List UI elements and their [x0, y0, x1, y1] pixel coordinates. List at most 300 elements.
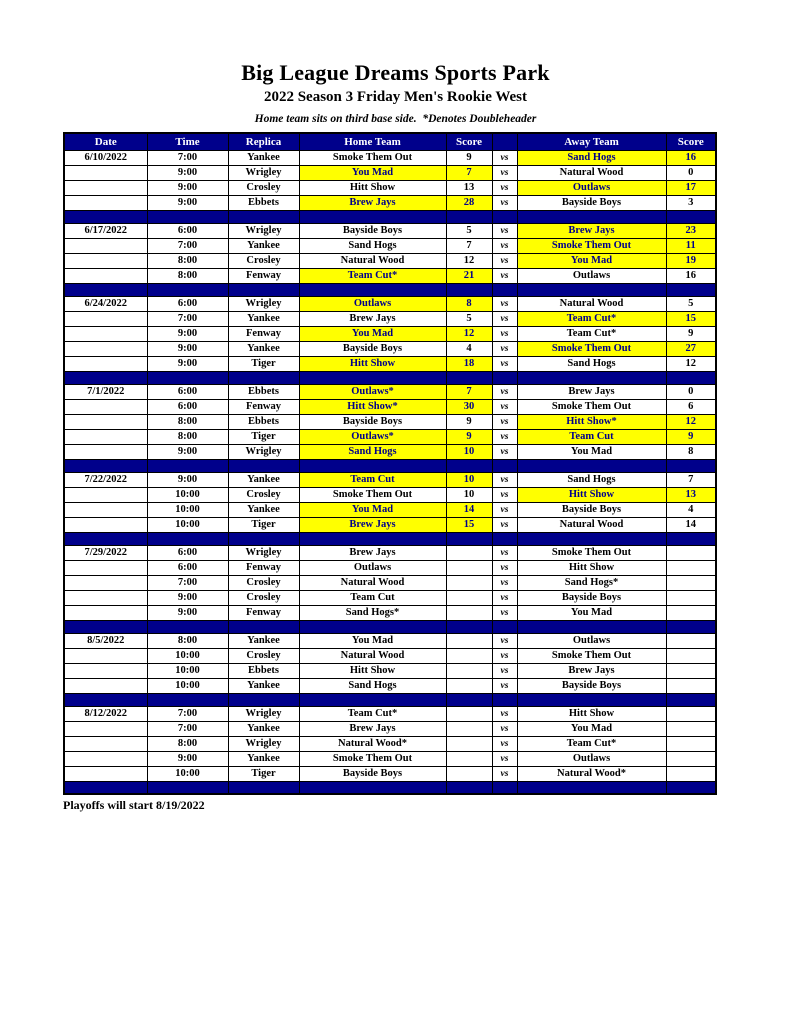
away-team-cell: Brew Jays — [517, 384, 666, 399]
time-cell: 10:00 — [147, 766, 228, 781]
away-score-cell: 27 — [666, 341, 716, 356]
separator-cell — [64, 620, 147, 633]
replica-cell: Fenway — [228, 268, 299, 283]
home-score-cell: 18 — [446, 356, 492, 371]
vs-cell: vs — [492, 487, 517, 502]
game-row — [64, 472, 716, 487]
game-row — [64, 429, 716, 444]
date-cell: 8/12/2022 — [64, 706, 147, 721]
vs-cell: vs — [492, 736, 517, 751]
date-cell — [64, 253, 147, 268]
home-score-cell — [446, 545, 492, 560]
game-row — [64, 560, 716, 575]
separator-cell — [517, 693, 666, 706]
date-cell — [64, 429, 147, 444]
time-cell: 10:00 — [147, 487, 228, 502]
away-score-cell — [666, 560, 716, 575]
vs-cell: vs — [492, 195, 517, 210]
game-row — [64, 399, 716, 414]
separator-cell — [64, 459, 147, 472]
game-row — [64, 238, 716, 253]
vs-cell: vs — [492, 238, 517, 253]
vs-cell: vs — [492, 517, 517, 532]
separator-cell — [299, 283, 446, 296]
away-team-cell: Smoke Them Out — [517, 341, 666, 356]
separator-cell — [147, 620, 228, 633]
away-score-cell: 15 — [666, 311, 716, 326]
replica-cell: Ebbets — [228, 663, 299, 678]
separator-cell — [446, 371, 492, 384]
away-score-cell: 12 — [666, 356, 716, 371]
away-score-cell — [666, 663, 716, 678]
home-team-cell: Brew Jays — [299, 195, 446, 210]
vs-cell: vs — [492, 268, 517, 283]
home-team-cell: Bayside Boys — [299, 766, 446, 781]
away-score-cell — [666, 633, 716, 648]
separator-cell — [666, 459, 716, 472]
away-score-cell — [666, 545, 716, 560]
away-score-cell: 0 — [666, 384, 716, 399]
game-row — [64, 356, 716, 371]
time-cell: 9:00 — [147, 751, 228, 766]
home-score-cell: 9 — [446, 414, 492, 429]
date-cell — [64, 502, 147, 517]
home-team-cell: Natural Wood* — [299, 736, 446, 751]
replica-cell: Ebbets — [228, 414, 299, 429]
away-team-cell: Natural Wood — [517, 296, 666, 311]
separator-cell — [147, 371, 228, 384]
date-cell: 6/10/2022 — [64, 150, 147, 165]
away-score-cell: 13 — [666, 487, 716, 502]
home-score-cell: 7 — [446, 238, 492, 253]
block-separator-row — [64, 620, 716, 633]
home-team-cell: Natural Wood — [299, 648, 446, 663]
home-team-cell: You Mad — [299, 165, 446, 180]
home-score-cell: 10 — [446, 487, 492, 502]
vs-cell: vs — [492, 590, 517, 605]
separator-cell — [228, 459, 299, 472]
away-score-cell: 12 — [666, 414, 716, 429]
time-cell: 10:00 — [147, 663, 228, 678]
col-header-home-score: Score — [446, 133, 492, 150]
replica-cell: Fenway — [228, 399, 299, 414]
separator-cell — [492, 371, 517, 384]
date-cell — [64, 326, 147, 341]
home-score-cell — [446, 575, 492, 590]
vs-cell: vs — [492, 444, 517, 459]
game-row — [64, 575, 716, 590]
date-cell — [64, 399, 147, 414]
separator-cell — [64, 210, 147, 223]
game-row — [64, 180, 716, 195]
away-score-cell: 19 — [666, 253, 716, 268]
separator-cell — [517, 620, 666, 633]
separator-cell — [446, 693, 492, 706]
separator-cell — [147, 781, 228, 794]
game-row — [64, 766, 716, 781]
home-score-cell — [446, 633, 492, 648]
away-team-cell: Sand Hogs — [517, 150, 666, 165]
time-cell: 10:00 — [147, 517, 228, 532]
away-team-cell: Sand Hogs* — [517, 575, 666, 590]
time-cell: 6:00 — [147, 545, 228, 560]
separator-cell — [299, 693, 446, 706]
away-score-cell: 4 — [666, 502, 716, 517]
home-team-cell: Outlaws — [299, 560, 446, 575]
away-score-cell — [666, 706, 716, 721]
replica-cell: Tiger — [228, 766, 299, 781]
separator-cell — [666, 371, 716, 384]
vs-cell: vs — [492, 560, 517, 575]
home-score-cell: 10 — [446, 444, 492, 459]
home-team-cell: Smoke Them Out — [299, 751, 446, 766]
time-cell: 9:00 — [147, 326, 228, 341]
col-header-date: Date — [64, 133, 147, 150]
separator-cell — [666, 210, 716, 223]
time-cell: 6:00 — [147, 384, 228, 399]
home-team-cell: Team Cut* — [299, 268, 446, 283]
home-score-cell — [446, 560, 492, 575]
replica-cell: Fenway — [228, 605, 299, 620]
vs-cell: vs — [492, 721, 517, 736]
vs-cell: vs — [492, 399, 517, 414]
away-team-cell: Natural Wood — [517, 517, 666, 532]
time-cell: 10:00 — [147, 502, 228, 517]
away-team-cell: Natural Wood* — [517, 766, 666, 781]
home-score-cell: 5 — [446, 311, 492, 326]
vs-cell: vs — [492, 663, 517, 678]
replica-cell: Tiger — [228, 429, 299, 444]
home-score-cell: 7 — [446, 384, 492, 399]
game-row — [64, 721, 716, 736]
date-cell — [64, 560, 147, 575]
col-header-away-team: Away Team — [517, 133, 666, 150]
replica-cell: Yankee — [228, 311, 299, 326]
separator-cell — [517, 283, 666, 296]
away-score-cell — [666, 590, 716, 605]
home-score-cell — [446, 678, 492, 693]
vs-cell: vs — [492, 429, 517, 444]
home-score-cell — [446, 766, 492, 781]
time-cell: 9:00 — [147, 356, 228, 371]
date-cell — [64, 663, 147, 678]
replica-cell: Yankee — [228, 678, 299, 693]
separator-cell — [517, 532, 666, 545]
game-row — [64, 341, 716, 356]
separator-cell — [147, 210, 228, 223]
date-cell — [64, 678, 147, 693]
game-row — [64, 150, 716, 165]
separator-cell — [666, 532, 716, 545]
time-cell: 8:00 — [147, 414, 228, 429]
home-team-cell: Sand Hogs* — [299, 605, 446, 620]
separator-cell — [446, 781, 492, 794]
home-team-cell: Brew Jays — [299, 721, 446, 736]
separator-cell — [228, 532, 299, 545]
vs-cell: vs — [492, 472, 517, 487]
replica-cell: Yankee — [228, 502, 299, 517]
game-row — [64, 706, 716, 721]
away-team-cell: Brew Jays — [517, 663, 666, 678]
away-score-cell — [666, 575, 716, 590]
game-row — [64, 384, 716, 399]
home-team-cell: Natural Wood — [299, 253, 446, 268]
page-title: Big League Dreams Sports Park — [241, 60, 550, 85]
vs-cell: vs — [492, 165, 517, 180]
game-row — [64, 487, 716, 502]
away-team-cell: Bayside Boys — [517, 678, 666, 693]
home-score-cell: 28 — [446, 195, 492, 210]
away-score-cell: 8 — [666, 444, 716, 459]
game-row — [64, 605, 716, 620]
separator-cell — [492, 459, 517, 472]
home-score-cell — [446, 590, 492, 605]
game-row — [64, 678, 716, 693]
separator-cell — [299, 459, 446, 472]
replica-cell: Yankee — [228, 238, 299, 253]
block-separator-row — [64, 283, 716, 296]
replica-cell: Tiger — [228, 356, 299, 371]
game-row — [64, 165, 716, 180]
block-separator-row — [64, 371, 716, 384]
home-team-cell: Outlaws* — [299, 429, 446, 444]
replica-cell: Wrigley — [228, 296, 299, 311]
date-cell — [64, 238, 147, 253]
time-cell: 8:00 — [147, 429, 228, 444]
replica-cell: Tiger — [228, 517, 299, 532]
game-row — [64, 296, 716, 311]
separator-cell — [228, 781, 299, 794]
date-cell — [64, 414, 147, 429]
separator-cell — [299, 371, 446, 384]
vs-cell: vs — [492, 751, 517, 766]
away-team-cell: Brew Jays — [517, 223, 666, 238]
vs-cell: vs — [492, 180, 517, 195]
away-score-cell: 9 — [666, 326, 716, 341]
date-cell: 8/5/2022 — [64, 633, 147, 648]
away-score-cell: 17 — [666, 180, 716, 195]
schedule-table-body — [64, 150, 716, 794]
home-team-cell: Outlaws — [299, 296, 446, 311]
schedule-table — [63, 132, 717, 795]
time-cell: 8:00 — [147, 736, 228, 751]
playoffs-note: Playoffs will start 8/19/2022 — [63, 798, 205, 812]
replica-cell: Crosley — [228, 253, 299, 268]
date-cell — [64, 180, 147, 195]
time-cell: 7:00 — [147, 706, 228, 721]
time-cell: 6:00 — [147, 560, 228, 575]
home-team-cell: You Mad — [299, 502, 446, 517]
table-header-row — [64, 133, 716, 150]
vs-cell: vs — [492, 502, 517, 517]
replica-cell: Yankee — [228, 633, 299, 648]
away-score-cell — [666, 721, 716, 736]
away-score-cell: 16 — [666, 268, 716, 283]
time-cell: 9:00 — [147, 590, 228, 605]
away-team-cell: Sand Hogs — [517, 472, 666, 487]
game-row — [64, 590, 716, 605]
date-cell — [64, 268, 147, 283]
away-score-cell: 9 — [666, 429, 716, 444]
home-team-cell: Bayside Boys — [299, 414, 446, 429]
separator-cell — [64, 283, 147, 296]
home-team-cell: Hitt Show — [299, 180, 446, 195]
vs-cell: vs — [492, 296, 517, 311]
separator-cell — [517, 371, 666, 384]
home-score-cell: 12 — [446, 326, 492, 341]
separator-cell — [446, 532, 492, 545]
away-team-cell: Outlaws — [517, 751, 666, 766]
away-score-cell: 3 — [666, 195, 716, 210]
time-cell: 7:00 — [147, 150, 228, 165]
date-cell: 7/29/2022 — [64, 545, 147, 560]
col-header-time: Time — [147, 133, 228, 150]
replica-cell: Crosley — [228, 590, 299, 605]
col-header-replica: Replica — [228, 133, 299, 150]
separator-cell — [446, 459, 492, 472]
separator-cell — [517, 210, 666, 223]
date-cell — [64, 195, 147, 210]
replica-cell: Crosley — [228, 487, 299, 502]
away-score-cell — [666, 766, 716, 781]
time-cell: 6:00 — [147, 296, 228, 311]
away-team-cell: Bayside Boys — [517, 195, 666, 210]
game-row — [64, 633, 716, 648]
date-cell — [64, 648, 147, 663]
away-team-cell: You Mad — [517, 253, 666, 268]
away-team-cell: Smoke Them Out — [517, 238, 666, 253]
time-cell: 7:00 — [147, 721, 228, 736]
separator-cell — [517, 781, 666, 794]
vs-cell: vs — [492, 311, 517, 326]
home-score-cell — [446, 605, 492, 620]
time-cell: 10:00 — [147, 648, 228, 663]
time-cell: 7:00 — [147, 575, 228, 590]
date-cell — [64, 605, 147, 620]
away-team-cell: You Mad — [517, 605, 666, 620]
replica-cell: Crosley — [228, 575, 299, 590]
time-cell: 9:00 — [147, 444, 228, 459]
time-cell: 9:00 — [147, 195, 228, 210]
vs-cell: vs — [492, 341, 517, 356]
replica-cell: Yankee — [228, 721, 299, 736]
time-cell: 9:00 — [147, 472, 228, 487]
vs-cell: vs — [492, 575, 517, 590]
separator-cell — [228, 371, 299, 384]
home-team-cell: Hitt Show* — [299, 399, 446, 414]
replica-cell: Crosley — [228, 648, 299, 663]
time-cell: 7:00 — [147, 238, 228, 253]
away-team-cell: Smoke Them Out — [517, 399, 666, 414]
vs-cell: vs — [492, 605, 517, 620]
away-score-cell: 11 — [666, 238, 716, 253]
vs-cell: vs — [492, 150, 517, 165]
block-separator-row — [64, 781, 716, 794]
time-cell: 7:00 — [147, 311, 228, 326]
date-cell — [64, 590, 147, 605]
home-score-cell: 8 — [446, 296, 492, 311]
separator-cell — [492, 532, 517, 545]
date-cell — [64, 517, 147, 532]
home-score-cell — [446, 736, 492, 751]
home-score-cell: 4 — [446, 341, 492, 356]
away-team-cell: Team Cut* — [517, 736, 666, 751]
away-team-cell: Outlaws — [517, 633, 666, 648]
home-team-cell: Smoke Them Out — [299, 150, 446, 165]
col-header-away-score: Score — [666, 133, 716, 150]
away-team-cell: Natural Wood — [517, 165, 666, 180]
away-team-cell: Outlaws — [517, 268, 666, 283]
home-score-cell — [446, 706, 492, 721]
separator-cell — [666, 693, 716, 706]
away-score-cell: 23 — [666, 223, 716, 238]
home-score-cell: 10 — [446, 472, 492, 487]
separator-cell — [64, 532, 147, 545]
time-cell: 8:00 — [147, 268, 228, 283]
replica-cell: Fenway — [228, 560, 299, 575]
date-cell: 7/22/2022 — [64, 472, 147, 487]
away-score-cell — [666, 605, 716, 620]
vs-cell: vs — [492, 678, 517, 693]
vs-cell: vs — [492, 253, 517, 268]
home-score-cell: 30 — [446, 399, 492, 414]
separator-cell — [299, 781, 446, 794]
separator-cell — [446, 620, 492, 633]
separator-cell — [492, 781, 517, 794]
separator-cell — [492, 620, 517, 633]
col-header-vs — [492, 133, 517, 150]
away-team-cell: You Mad — [517, 721, 666, 736]
home-team-cell: Sand Hogs — [299, 238, 446, 253]
away-team-cell: Hitt Show — [517, 487, 666, 502]
separator-cell — [666, 781, 716, 794]
vs-cell: vs — [492, 706, 517, 721]
home-score-cell: 7 — [446, 165, 492, 180]
vs-cell: vs — [492, 356, 517, 371]
replica-cell: Wrigley — [228, 444, 299, 459]
col-header-home-team: Home Team — [299, 133, 446, 150]
date-cell — [64, 356, 147, 371]
separator-cell — [64, 371, 147, 384]
home-score-cell — [446, 648, 492, 663]
game-row — [64, 502, 716, 517]
home-team-cell: Outlaws* — [299, 384, 446, 399]
away-team-cell: Team Cut* — [517, 311, 666, 326]
separator-cell — [299, 620, 446, 633]
time-cell: 9:00 — [147, 180, 228, 195]
block-separator-row — [64, 210, 716, 223]
page-subtitle: 2022 Season 3 Friday Men's Rookie West — [263, 89, 528, 105]
date-cell — [64, 766, 147, 781]
date-cell — [64, 165, 147, 180]
game-row — [64, 195, 716, 210]
vs-cell: vs — [492, 223, 517, 238]
home-team-cell: Team Cut — [299, 472, 446, 487]
separator-cell — [492, 210, 517, 223]
replica-cell: Yankee — [228, 751, 299, 766]
home-team-cell: Team Cut — [299, 590, 446, 605]
away-team-cell: Hitt Show* — [517, 414, 666, 429]
home-score-cell: 12 — [446, 253, 492, 268]
replica-cell: Ebbets — [228, 384, 299, 399]
vs-cell: vs — [492, 545, 517, 560]
home-team-cell: Bayside Boys — [299, 223, 446, 238]
away-score-cell: 14 — [666, 517, 716, 532]
separator-cell — [299, 210, 446, 223]
home-score-cell — [446, 751, 492, 766]
away-score-cell — [666, 751, 716, 766]
away-team-cell: Team Cut* — [517, 326, 666, 341]
